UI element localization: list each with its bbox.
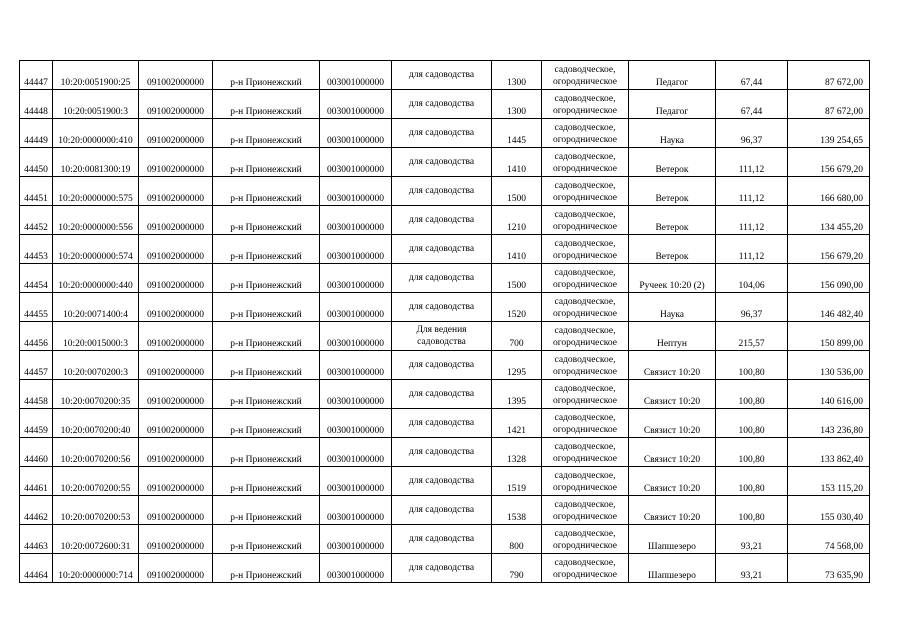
cell-category: садоводческое, огородническое <box>542 293 629 322</box>
cell-okato-code: 091002000000 <box>139 467 213 496</box>
cell-permitted-use: для садоводства <box>392 351 492 380</box>
cell-row-number: 44454 <box>20 264 53 293</box>
cell-permitted-use: для садоводства <box>392 264 492 293</box>
cell-cadastral-number: 10:20:0081300:19 <box>53 148 139 177</box>
cell-district: р-н Прионежский <box>213 119 320 148</box>
cell-location: Ветерок <box>629 148 716 177</box>
cell-permitted-use: для садоводства <box>392 148 492 177</box>
cell-row-number: 44458 <box>20 380 53 409</box>
cell-row-number: 44456 <box>20 322 53 351</box>
cell-area: 1445 <box>492 119 542 148</box>
cell-specific-value: 100,80 <box>716 467 788 496</box>
cell-category: садоводческое, огородническое <box>542 380 629 409</box>
cell-specific-value: 111,12 <box>716 177 788 206</box>
cell-cadastral-number: 10:20:0000000:714 <box>53 554 139 583</box>
cell-category: садоводческое, огородническое <box>542 351 629 380</box>
cell-oktmo-code: 003001000000 <box>320 322 392 351</box>
cell-okato-code: 091002000000 <box>139 61 213 90</box>
table-row <box>20 206 870 235</box>
cell-cadastral-value: 150 899,00 <box>788 322 870 351</box>
cell-category: садоводческое, огородническое <box>542 264 629 293</box>
cell-category: садоводческое, огородническое <box>542 61 629 90</box>
cell-row-number: 44455 <box>20 293 53 322</box>
cell-cadastral-value: 87 672,00 <box>788 61 870 90</box>
cell-cadastral-number: 10:20:0000000:556 <box>53 206 139 235</box>
cell-district: р-н Прионежский <box>213 235 320 264</box>
cell-oktmo-code: 003001000000 <box>320 90 392 119</box>
cell-okato-code: 091002000000 <box>139 264 213 293</box>
cell-oktmo-code: 003001000000 <box>320 177 392 206</box>
cell-okato-code: 091002000000 <box>139 235 213 264</box>
cell-permitted-use: Для ведения садоводства <box>392 322 492 351</box>
cell-cadastral-number: 10:20:0070200:3 <box>53 351 139 380</box>
cell-category: садоводческое, огородническое <box>542 148 629 177</box>
cell-district: р-н Прионежский <box>213 177 320 206</box>
land-plots-table <box>19 60 870 583</box>
cell-okato-code: 091002000000 <box>139 90 213 119</box>
cell-location: Связист 10:20 <box>629 351 716 380</box>
cell-permitted-use: для садоводства <box>392 438 492 467</box>
cell-okato-code: 091002000000 <box>139 525 213 554</box>
cell-cadastral-value: 146 482,40 <box>788 293 870 322</box>
cell-cadastral-value: 156 090,00 <box>788 264 870 293</box>
table-row <box>20 525 870 554</box>
cell-oktmo-code: 003001000000 <box>320 554 392 583</box>
cell-specific-value: 111,12 <box>716 235 788 264</box>
cell-permitted-use: для садоводства <box>392 235 492 264</box>
table-row <box>20 380 870 409</box>
cell-specific-value: 96,37 <box>716 293 788 322</box>
cell-location: Связист 10:20 <box>629 467 716 496</box>
cell-oktmo-code: 003001000000 <box>320 293 392 322</box>
cell-location: Ветерок <box>629 235 716 264</box>
cell-row-number: 44453 <box>20 235 53 264</box>
cell-specific-value: 100,80 <box>716 438 788 467</box>
cell-district: р-н Прионежский <box>213 525 320 554</box>
table-row <box>20 467 870 496</box>
table-row <box>20 293 870 322</box>
cell-cadastral-value: 134 455,20 <box>788 206 870 235</box>
cell-category: садоводческое, огородническое <box>542 554 629 583</box>
cell-area: 800 <box>492 525 542 554</box>
cell-okato-code: 091002000000 <box>139 409 213 438</box>
cell-permitted-use: для садоводства <box>392 409 492 438</box>
cell-district: р-н Прионежский <box>213 467 320 496</box>
cell-row-number: 44452 <box>20 206 53 235</box>
cell-area: 1300 <box>492 90 542 119</box>
cell-specific-value: 100,80 <box>716 496 788 525</box>
cell-district: р-н Прионежский <box>213 264 320 293</box>
cell-permitted-use: для садоводства <box>392 119 492 148</box>
cell-oktmo-code: 003001000000 <box>320 409 392 438</box>
cell-cadastral-value: 143 236,80 <box>788 409 870 438</box>
cell-row-number: 44463 <box>20 525 53 554</box>
cell-district: р-н Прионежский <box>213 554 320 583</box>
cell-cadastral-number: 10:20:0000000:410 <box>53 119 139 148</box>
cell-row-number: 44461 <box>20 467 53 496</box>
cell-category: садоводческое, огородническое <box>542 525 629 554</box>
table-row <box>20 90 870 119</box>
cell-category: садоводческое, огородническое <box>542 235 629 264</box>
cell-oktmo-code: 003001000000 <box>320 235 392 264</box>
cell-cadastral-value: 133 862,40 <box>788 438 870 467</box>
cell-district: р-н Прионежский <box>213 322 320 351</box>
cell-district: р-н Прионежский <box>213 380 320 409</box>
cell-specific-value: 93,21 <box>716 554 788 583</box>
cell-district: р-н Прионежский <box>213 293 320 322</box>
cell-oktmo-code: 003001000000 <box>320 264 392 293</box>
table-row <box>20 148 870 177</box>
cell-cadastral-value: 156 679,20 <box>788 235 870 264</box>
table-row <box>20 322 870 351</box>
cell-okato-code: 091002000000 <box>139 496 213 525</box>
cell-permitted-use: для садоводства <box>392 293 492 322</box>
cell-specific-value: 111,12 <box>716 148 788 177</box>
table-body <box>20 61 870 583</box>
cell-cadastral-number: 10:20:0000000:440 <box>53 264 139 293</box>
cell-location: Ветерок <box>629 177 716 206</box>
cell-permitted-use: для садоводства <box>392 525 492 554</box>
cell-area: 1519 <box>492 467 542 496</box>
cell-district: р-н Прионежский <box>213 148 320 177</box>
cell-oktmo-code: 003001000000 <box>320 525 392 554</box>
cell-area: 1395 <box>492 380 542 409</box>
cell-area: 1421 <box>492 409 542 438</box>
cell-cadastral-number: 10:20:0070200:40 <box>53 409 139 438</box>
table-row <box>20 61 870 90</box>
cell-cadastral-number: 10:20:0070200:53 <box>53 496 139 525</box>
cell-category: садоводческое, огородническое <box>542 119 629 148</box>
cell-row-number: 44464 <box>20 554 53 583</box>
cell-permitted-use: для садоводства <box>392 177 492 206</box>
cell-oktmo-code: 003001000000 <box>320 438 392 467</box>
table-row <box>20 409 870 438</box>
cell-cadastral-value: 140 616,00 <box>788 380 870 409</box>
cell-oktmo-code: 003001000000 <box>320 467 392 496</box>
cell-location: Наука <box>629 293 716 322</box>
cell-cadastral-number: 10:20:0051900:3 <box>53 90 139 119</box>
cell-location: Педагог <box>629 61 716 90</box>
cell-location: Ветерок <box>629 206 716 235</box>
cell-row-number: 44462 <box>20 496 53 525</box>
cell-area: 1410 <box>492 148 542 177</box>
cell-permitted-use: для садоводства <box>392 61 492 90</box>
cell-row-number: 44447 <box>20 61 53 90</box>
cell-category: садоводческое, огородническое <box>542 496 629 525</box>
cell-specific-value: 104,06 <box>716 264 788 293</box>
cell-okato-code: 091002000000 <box>139 322 213 351</box>
cell-row-number: 44457 <box>20 351 53 380</box>
table-row <box>20 438 870 467</box>
cell-location: Связист 10:20 <box>629 409 716 438</box>
cell-permitted-use: для садоводства <box>392 206 492 235</box>
cell-row-number: 44460 <box>20 438 53 467</box>
cell-oktmo-code: 003001000000 <box>320 148 392 177</box>
cell-district: р-н Прионежский <box>213 206 320 235</box>
cell-okato-code: 091002000000 <box>139 380 213 409</box>
cell-area: 1410 <box>492 235 542 264</box>
cell-okato-code: 091002000000 <box>139 351 213 380</box>
cell-specific-value: 215,57 <box>716 322 788 351</box>
cell-cadastral-number: 10:20:0000000:574 <box>53 235 139 264</box>
cell-district: р-н Прионежский <box>213 351 320 380</box>
cell-area: 700 <box>492 322 542 351</box>
cell-row-number: 44459 <box>20 409 53 438</box>
cell-oktmo-code: 003001000000 <box>320 206 392 235</box>
cell-area: 1300 <box>492 61 542 90</box>
cell-location: Нептун <box>629 322 716 351</box>
table-row <box>20 177 870 206</box>
cell-district: р-н Прионежский <box>213 409 320 438</box>
cell-okato-code: 091002000000 <box>139 177 213 206</box>
cell-permitted-use: для садоводства <box>392 380 492 409</box>
cell-specific-value: 100,80 <box>716 409 788 438</box>
cell-permitted-use: для садоводства <box>392 496 492 525</box>
cell-okato-code: 091002000000 <box>139 148 213 177</box>
cell-district: р-н Прионежский <box>213 496 320 525</box>
cell-cadastral-value: 74 568,00 <box>788 525 870 554</box>
cell-specific-value: 67,44 <box>716 61 788 90</box>
cell-cadastral-number: 10:20:0015000:3 <box>53 322 139 351</box>
cell-specific-value: 93,21 <box>716 525 788 554</box>
cell-oktmo-code: 003001000000 <box>320 380 392 409</box>
cell-permitted-use: для садоводства <box>392 554 492 583</box>
cell-oktmo-code: 003001000000 <box>320 351 392 380</box>
cell-category: садоводческое, огородническое <box>542 177 629 206</box>
table-row <box>20 496 870 525</box>
cell-permitted-use: для садоводства <box>392 467 492 496</box>
cell-cadastral-number: 10:20:0070200:56 <box>53 438 139 467</box>
cell-row-number: 44448 <box>20 90 53 119</box>
cell-location: Связист 10:20 <box>629 496 716 525</box>
cell-district: р-н Прионежский <box>213 90 320 119</box>
cell-oktmo-code: 003001000000 <box>320 119 392 148</box>
cell-location: Связист 10:20 <box>629 380 716 409</box>
cell-cadastral-number: 10:20:0072600:31 <box>53 525 139 554</box>
cell-okato-code: 091002000000 <box>139 206 213 235</box>
cell-specific-value: 100,80 <box>716 380 788 409</box>
cell-area: 1500 <box>492 264 542 293</box>
cell-specific-value: 100,80 <box>716 351 788 380</box>
cell-category: садоводческое, огородническое <box>542 467 629 496</box>
cell-cadastral-value: 130 536,00 <box>788 351 870 380</box>
cell-cadastral-number: 10:20:0000000:575 <box>53 177 139 206</box>
cell-category: садоводческое, огородническое <box>542 322 629 351</box>
table-row <box>20 119 870 148</box>
cell-okato-code: 091002000000 <box>139 554 213 583</box>
cell-cadastral-value: 155 030,40 <box>788 496 870 525</box>
cell-location: Шапшезеро <box>629 525 716 554</box>
cell-location: Связист 10:20 <box>629 438 716 467</box>
cell-location: Педагог <box>629 90 716 119</box>
cell-area: 1210 <box>492 206 542 235</box>
cell-okato-code: 091002000000 <box>139 293 213 322</box>
cell-cadastral-number: 10:20:0051900:25 <box>53 61 139 90</box>
cell-permitted-use: для садоводства <box>392 90 492 119</box>
cell-specific-value: 111,12 <box>716 206 788 235</box>
cell-area: 1538 <box>492 496 542 525</box>
cell-oktmo-code: 003001000000 <box>320 496 392 525</box>
cell-area: 790 <box>492 554 542 583</box>
cell-location: Ручеек 10:20 (2) <box>629 264 716 293</box>
cell-row-number: 44450 <box>20 148 53 177</box>
cell-location: Наука <box>629 119 716 148</box>
cell-area: 1295 <box>492 351 542 380</box>
table-row <box>20 235 870 264</box>
cell-category: садоводческое, огородническое <box>542 90 629 119</box>
table-row <box>20 351 870 380</box>
cell-specific-value: 96,37 <box>716 119 788 148</box>
cell-cadastral-value: 166 680,00 <box>788 177 870 206</box>
cell-specific-value: 67,44 <box>716 90 788 119</box>
cell-okato-code: 091002000000 <box>139 119 213 148</box>
cell-okato-code: 091002000000 <box>139 438 213 467</box>
cell-cadastral-value: 73 635,90 <box>788 554 870 583</box>
cell-cadastral-value: 153 115,20 <box>788 467 870 496</box>
table-row <box>20 264 870 293</box>
cell-row-number: 44449 <box>20 119 53 148</box>
cell-oktmo-code: 003001000000 <box>320 61 392 90</box>
cell-category: садоводческое, огородническое <box>542 206 629 235</box>
cell-cadastral-value: 87 672,00 <box>788 90 870 119</box>
cell-cadastral-number: 10:20:0070200:35 <box>53 380 139 409</box>
cell-cadastral-number: 10:20:0070200:55 <box>53 467 139 496</box>
cell-category: садоводческое, огородническое <box>542 409 629 438</box>
cell-cadastral-value: 139 254,65 <box>788 119 870 148</box>
cell-area: 1520 <box>492 293 542 322</box>
cell-area: 1500 <box>492 177 542 206</box>
cell-cadastral-value: 156 679,20 <box>788 148 870 177</box>
cell-category: садоводческое, огородническое <box>542 438 629 467</box>
cell-cadastral-number: 10:20:0071400:4 <box>53 293 139 322</box>
cell-district: р-н Прионежский <box>213 438 320 467</box>
table-row <box>20 554 870 583</box>
cell-row-number: 44451 <box>20 177 53 206</box>
cell-area: 1328 <box>492 438 542 467</box>
cell-district: р-н Прионежский <box>213 61 320 90</box>
cell-location: Шапшезеро <box>629 554 716 583</box>
